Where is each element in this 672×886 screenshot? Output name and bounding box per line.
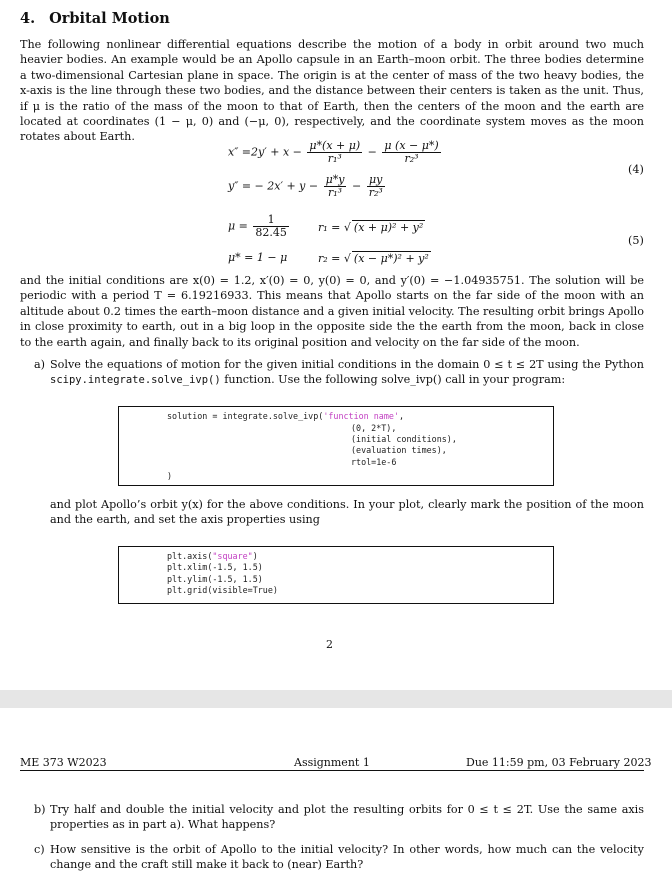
page-separator bbox=[0, 690, 672, 708]
part-a bbox=[34, 357, 644, 389]
equation-mu bbox=[228, 214, 291, 239]
part-a-code-fn: scipy.integrate.solve_ivp() bbox=[50, 374, 221, 387]
equation-r2: r₂ = √ (x − μ*)² + y² bbox=[318, 252, 429, 265]
footer-rule bbox=[20, 770, 644, 771]
eq-r2-lhs: r₂ = bbox=[318, 252, 341, 265]
part-a-text-after: function. Use the following solve_ivp() call in your program: bbox=[220, 373, 566, 387]
intro-paragraph: The following nonlinear differential equations describe the motion of a body in orbit around two much heavier bodies. An example would be an Apollo capsule in an Earth–moon orbit. The three bodies determine a two-dimensional Cartesian plane in space. The origin is at the center of mass of the two heavy bodies, the x-axis is the line through these two bodies, and the distance between their centers is taken as the unit. Thus, if μ is the ratio of the mass of the moon to that of Earth, then the centers of the moon and the earth are located at coordinates (1 − μ, 0) and (−μ, 0), respectively, and the coordinate system moves as the moon rotates about Earth. bbox=[20, 38, 644, 144]
part-a-label: a) bbox=[34, 358, 46, 371]
part-c bbox=[34, 842, 644, 873]
equation-number-4: (4) bbox=[628, 163, 644, 176]
code-block-plot-axis: plt.axis("square") plt.xlim(-1.5, 1.5) plt.ylim(-1.5, 1.5) plt.grid(visible=True) bbox=[118, 546, 554, 604]
section-title: Orbital Motion bbox=[49, 10, 170, 27]
eq-mu-frac: $\frac{1}{82.45}$ bbox=[255, 213, 287, 239]
eq-y-frac1: $\frac{\mu*y}{\text{r₁³}}$ bbox=[325, 173, 345, 199]
eq-r1-radicand: (x + μ)² + y² bbox=[353, 221, 424, 234]
part-a-text-before: Solve the equations of motion for the given initial conditions in the domain 0 ≤ t ≤ 2T using the Python bbox=[50, 358, 644, 371]
part-c-text: How sensitive is the orbit of Apollo to the initial velocity? In other words, how much can the velocity change and the craft still make it back to (near) Earth? bbox=[50, 843, 644, 872]
eq-y-minus: − bbox=[351, 179, 362, 193]
eq-y-lhs: y″ = − 2x′ + y − bbox=[228, 179, 319, 193]
equation-mustar: μ* = 1 − μ bbox=[228, 251, 288, 264]
footer-assignment: Assignment 1 bbox=[294, 756, 370, 769]
eq-x-frac1: $\frac{\mu*(x + \mu)}{\text{r₁³}}$ bbox=[309, 139, 361, 165]
eq-x-minus: − bbox=[367, 145, 377, 159]
page-number: 2 bbox=[326, 638, 333, 651]
part-a-text2: and plot Apollo’s orbit y(x) for the above conditions. In your plot, clearly mark the position of the moon and the earth, and set the axis properties using bbox=[50, 498, 644, 527]
section-heading bbox=[20, 10, 170, 27]
code-block-solve-ivp: solution = integrate.solve_ivp('function name', (0, 2*T), (initial conditions), (evaluation times), rtol=1e-6 ) bbox=[118, 406, 554, 486]
equation-y bbox=[228, 174, 387, 199]
part-b-text: Try half and double the initial velocity and plot the resulting orbits for 0 ≤ t ≤ 2T. Use the same axis properties as in part a). What happens? bbox=[50, 803, 644, 832]
eq-r1-lhs: r₁ = bbox=[318, 221, 341, 234]
part-c-label: c) bbox=[34, 843, 45, 856]
eq-x-frac2: $\frac{\mu (x - \mu*)}{\text{r₂³}}$ bbox=[384, 139, 439, 165]
eq-r2-radicand: (x − μ*)² + y² bbox=[353, 252, 429, 265]
part-b bbox=[34, 802, 644, 833]
part-a-continued bbox=[34, 497, 644, 528]
equation-r1: r₁ = √ (x + μ)² + y² bbox=[318, 221, 424, 234]
equation-number-5: (5) bbox=[628, 234, 644, 247]
eq-x-lhs: x″ =2y′ + x − bbox=[228, 145, 302, 159]
part-b-label: b) bbox=[34, 803, 46, 816]
eq-mu-lhs: μ = bbox=[228, 219, 248, 233]
section-number: 4. bbox=[20, 10, 36, 27]
initial-conditions-paragraph: and the initial conditions are x(0) = 1.2, x′(0) = 0, y(0) = 0, and y′(0) = −1.04935751. The solution will be periodic with a period T = 6.19216933. This means that Apollo starts on the far side of the moon with an altitude about 0.2 times the earth–moon distance and a given initial velocity. The resulting orbit brings Apollo in close proximity to earth, out in a big loop in the opposite side the the earth from the moon, back in close to the earth again, and finally back to its original position and velocity on the far side of the moon. bbox=[20, 274, 644, 349]
equation-x bbox=[228, 140, 443, 165]
eq-y-frac2: $\frac{\mu y}{\text{r₂³}}$ bbox=[368, 173, 383, 199]
footer-due-date: Due 11:59 pm, 03 February 2023 bbox=[466, 756, 652, 769]
footer-course: ME 373 W2023 bbox=[20, 756, 107, 769]
